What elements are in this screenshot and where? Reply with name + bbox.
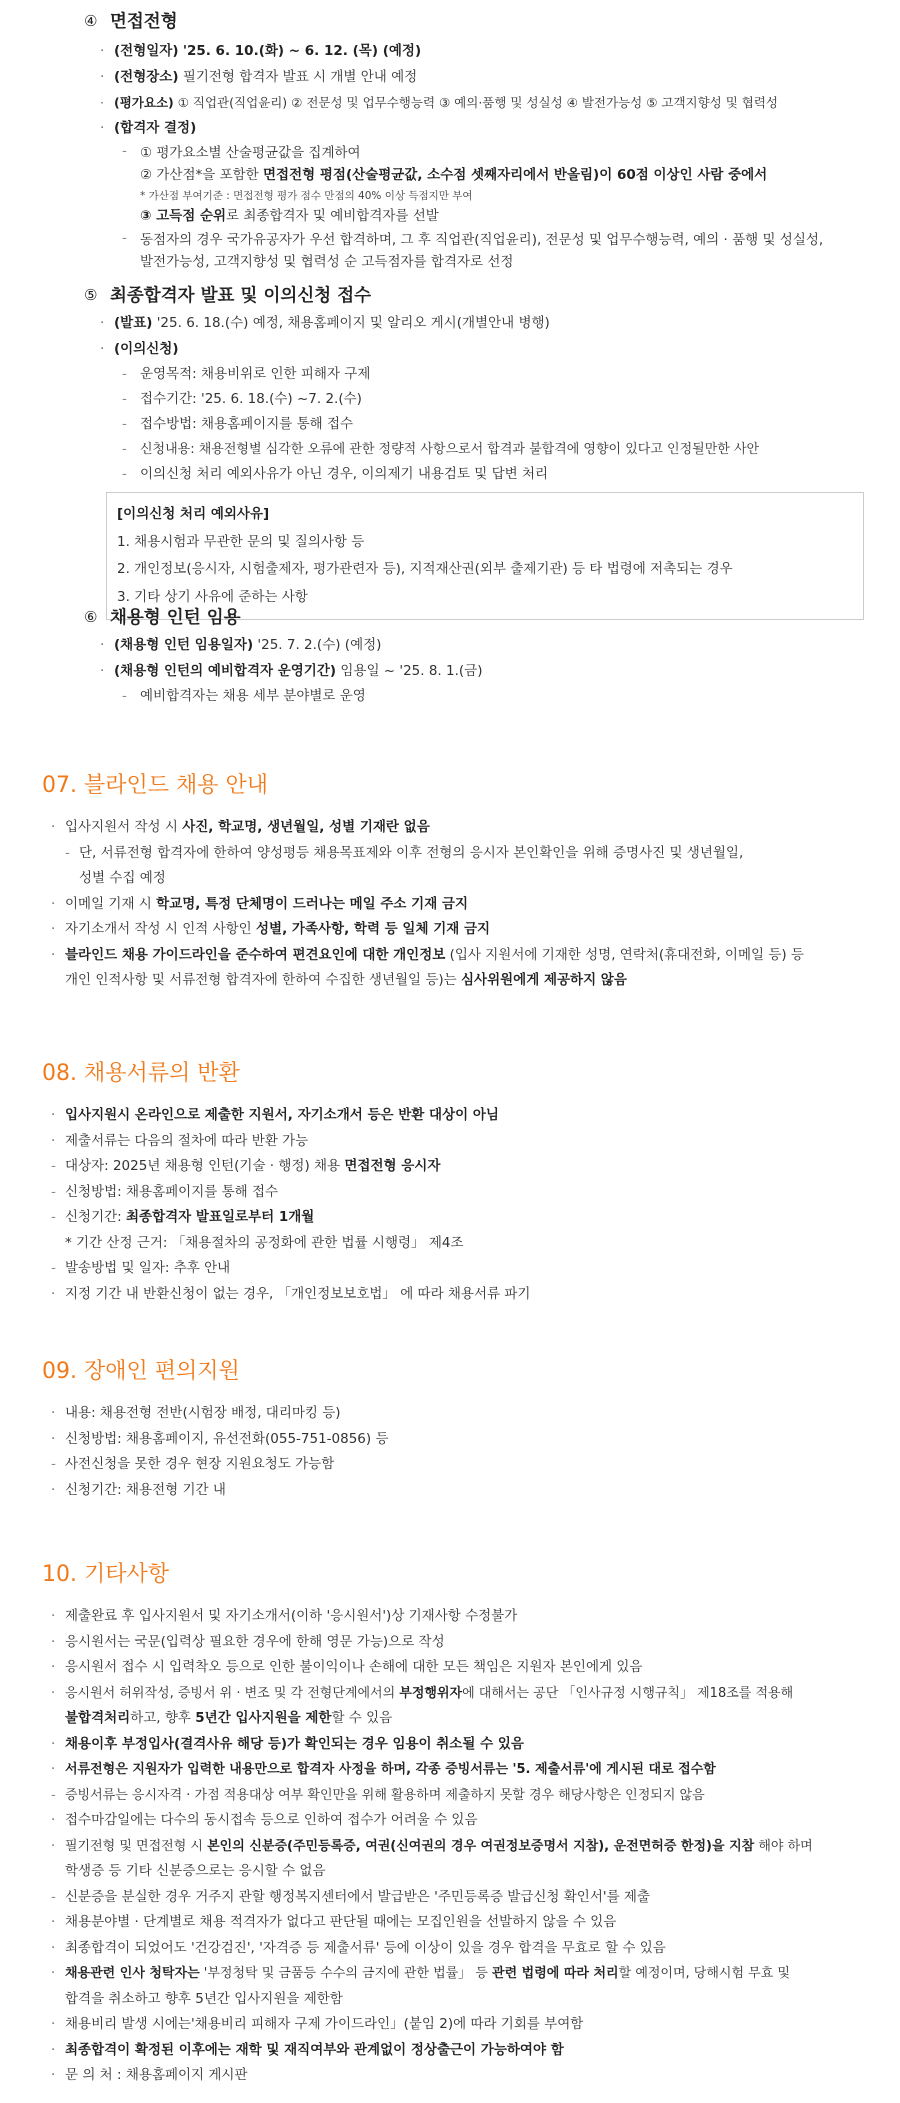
etc-item: · 접수마감일에는 다수의 동시접속 등으로 인하여 접수가 어려울 수 있음: [51, 1808, 870, 1834]
exception-item: 3. 기타 상기 사유에 준하는 사항: [117, 588, 308, 605]
return-item: · 지정 기간 내 반환신청이 없는 경우, 「개인정보보호법」 에 따라 채용서류 파기: [51, 1282, 870, 1308]
etc-item: · 응시원서 허위작성, 증빙서 위 · 변조 및 각 전형단계에서의 부정행위자에 대해서는 공단 「인사규정 시행규칙」 제18조를 적용해: [51, 1681, 870, 1707]
interview-decision-step3: ③ 고득점 순위로 최종합격자 및 예비합격자를 선발: [140, 208, 439, 224]
objection-item: - 신청내용: 채용전형별 심각한 오류에 관한 정량적 사항으로서 합격과 불합격에 영향이 있다고 인정될만한 사안: [122, 437, 870, 462]
disability-item: · 신청기간: 채용전형 기간 내: [51, 1478, 870, 1504]
etc-item-cont: 학생증 등 기타 신분증으로는 응시할 수 없음: [65, 1863, 326, 1879]
interview-elements: · (평가요소) ① 직업관(직업윤리) ② 전문성 및 업무수행능력 ③ 예의·품행 및 성실성 ④ 발전가능성 ⑤ 고객지향성 및 협력성: [100, 90, 870, 116]
etc-section: [42, 1557, 870, 2089]
blind-item: · 입사지원서 작성 시 사진, 학교명, 생년월일, 성별 기재란 없음: [51, 815, 870, 841]
final-title: 최종합격자 발표 및 이의신청 접수: [110, 286, 372, 306]
disability-section: [42, 1354, 870, 1503]
final-num: ⑤: [84, 285, 98, 304]
blind-subitem-cont: 성별 수집 예정: [79, 870, 166, 886]
blind-section: [42, 768, 870, 994]
etc-item: · 최종합격이 확정된 이후에는 재학 및 재직여부와 관계없이 정상출근이 가능하여야 함: [51, 2038, 870, 2064]
interview-tie-rule-cont: 발전가능성, 고객지향성 및 협력성 순 고득점자를 합격자로 선정: [140, 254, 514, 270]
interview-title: 면접전형: [110, 12, 178, 32]
return-subitem-note: * 기간 산정 근거: 「채용절차의 공정화에 관한 법률 시행령」 제4조: [65, 1234, 464, 1251]
etc-subitem: - 신분증을 분실한 경우 거주지 관할 행정복지센터에서 발급받은 '주민등록증 발급신청 확인서'를 제출: [51, 1885, 870, 1911]
blind-item: · 자기소개서 작성 시 인적 사항인 성별, 가족사항, 학력 등 일체 기재 금지: [51, 917, 870, 943]
etc-item: · 문 의 처 : 채용홈페이지 게시판: [51, 2063, 870, 2089]
blind-item: · 블라인드 채용 가이드라인을 준수하여 편견요인에 대한 개인정보 (입사 지원서에 기재한 성명, 연락처(휴대전화, 이메일 등) 등: [51, 943, 870, 969]
etc-item: · 최종합격이 되었어도 '건강검진', '자격증 등 제출서류' 등에 이상이 있을 경우 합격을 무효로 할 수 있음: [51, 1936, 870, 1962]
etc-item: · 응시원서 접수 시 입력착오 등으로 인한 불이익이나 손해에 대한 모든 책임은 지원자 본인에게 있음: [51, 1655, 870, 1681]
etc-item: · 필기전형 및 면접전형 시 본인의 신분증(주민등록증, 여권(신여권의 경우 여권정보증명서 지참), 운전면허증 한정)을 지참 해야 하며: [51, 1834, 870, 1860]
etc-item: · 응시원서는 국문(입력상 필요한 경우에 한해 영문 가능)으로 작성: [51, 1630, 870, 1656]
etc-title: 10. 기타사항: [42, 1562, 169, 1587]
final-objection: · (이의신청): [100, 337, 870, 363]
interview-place: · (전형장소) 필기전형 합격자 발표 시 개별 안내 예정: [100, 65, 870, 91]
intern-reserve: · (채용형 인턴의 예비합격자 운영기간) 임용일 ~ '25. 8. 1.(금): [100, 659, 870, 685]
return-subitem: - 신청방법: 채용홈페이지를 통해 접수: [51, 1180, 870, 1206]
objection-item: - 접수방법: 채용홈페이지를 통해 접수: [122, 412, 870, 437]
etc-item: · 서류전형은 지원자가 입력한 내용만으로 합격자 사정을 하며, 각종 증빙서류는 '5. 제출서류'에 게시된 대로 접수함: [51, 1757, 870, 1783]
return-item: · 제출서류는 다음의 절차에 따라 반환 가능: [51, 1129, 870, 1155]
exception-item: 1. 채용시험과 무관한 문의 및 질의사항 등: [117, 533, 365, 550]
intern-title: 채용형 인턴 임용: [110, 608, 241, 628]
exception-item: 2. 개인정보(응시자, 시험출제자, 평가관련자 등), 지적재산권(외부 출제기관) 등 타 법령에 저촉되는 경우: [117, 561, 733, 577]
intern-date: · (채용형 인턴 임용일자) '25. 7. 2.(수) (예정): [100, 633, 870, 659]
return-subitem: - 대상자: 2025년 채용형 인턴(기술 · 행정) 채용 면접전형 응시자: [51, 1154, 870, 1180]
intern-section: [42, 604, 870, 709]
etc-item: · 채용분야별 · 단계별로 채용 적격자가 없다고 판단될 때에는 모집인원을 선발하지 않을 수 있음: [51, 1910, 870, 1936]
return-subitem: - 신청기간: 최종합격자 발표일로부터 1개월: [51, 1205, 870, 1231]
interview-decision: · (합격자 결정): [100, 116, 870, 142]
intern-num: ⑥: [84, 607, 98, 626]
interview-section: [42, 8, 870, 273]
blind-title: 07. 블라인드 채용 안내: [42, 773, 268, 798]
etc-item: · 채용관련 인사 청탁자는 '부정청탁 및 금품등 수수의 금지에 관한 법률」 등 관련 법령에 따라 처리할 예정이며, 당해시험 무효 및: [51, 1961, 870, 1987]
disability-item: · 신청방법: 채용홈페이지, 유선전화(055-751-0856) 등: [51, 1427, 870, 1453]
intern-reserve-note: - 예비합격자는 채용 세부 분야별로 운영: [122, 684, 870, 709]
interview-num: ④: [84, 11, 98, 30]
interview-decision-step1: - ① 평가요소별 산술평균값을 집계하여: [122, 141, 870, 164]
objection-exception-box: [106, 492, 864, 620]
etc-subitem: - 증빙서류는 응시자격 · 가점 적용대상 여부 확인만을 위해 활용하며 제출하지 못할 경우 해당사항은 인정되지 않음: [51, 1783, 870, 1809]
etc-item: · 채용비리 발생 시에는'채용비리 피해자 구제 가이드라인」(붙임 2)에 따라 기회를 부여함: [51, 2012, 870, 2038]
objection-item: - 접수기간: '25. 6. 18.(수) ~7. 2.(수): [122, 387, 870, 412]
blind-subitem: - 단, 서류전형 합격자에 한하여 양성평등 채용목표제와 이후 전형의 응시자 본인확인을 위해 증명사진 및 생년월일,: [65, 841, 870, 867]
disability-item: · 내용: 채용전형 전반(시험장 배정, 대리마킹 등): [51, 1401, 870, 1427]
return-section: [42, 1056, 870, 1307]
final-announce: · (발표) '25. 6. 18.(수) 예정, 채용홈페이지 및 알리오 게시(개별안내 병행): [100, 311, 870, 337]
objection-item: - 이의신청 처리 예외사유가 아닌 경우, 이의제기 내용검토 및 답변 처리: [122, 462, 870, 487]
interview-tie-rule: - 동점자의 경우 국가유공자가 우선 합격하며, 그 후 직업관(직업윤리), 전문성 및 업무수행능력, 예의 · 품행 및 성실성,: [122, 227, 870, 251]
final-section: [42, 282, 870, 620]
exception-box-title: [이의신청 처리 예외사유]: [117, 506, 270, 522]
etc-item: · 채용이후 부정입사(결격사유 해당 등)가 확인되는 경우 임용이 취소될 수 있음: [51, 1732, 870, 1758]
etc-item-cont: 불합격처리하고, 향후 5년간 입사지원을 제한할 수 있음: [65, 1710, 393, 1726]
return-subitem: - 발송방법 및 일자: 추후 안내: [51, 1256, 870, 1282]
blind-item-cont: 개인 인적사항 및 서류전형 합격자에 한하여 수집한 생년월일 등)는 심사위원에게 제공하지 않음: [65, 972, 627, 988]
disability-subitem: - 사전신청을 못한 경우 현장 지원요청도 가능함: [51, 1452, 870, 1478]
return-title: 08. 채용서류의 반환: [42, 1061, 240, 1086]
blind-item: · 이메일 기재 시 학교명, 특정 단체명이 드러나는 메일 주소 기재 금지: [51, 892, 870, 918]
interview-decision-step2: ② 가산점*을 포함한 면접전형 평점(산술평균값, 소수점 셋째자리에서 반올림)이 60점 이상인 사람 중에서: [140, 167, 768, 183]
objection-item: - 운영목적: 채용비위로 인한 피해자 구제: [122, 362, 870, 387]
etc-item-cont: 합격을 취소하고 향후 5년간 입사지원을 제한함: [65, 1990, 343, 2007]
disability-title: 09. 장애인 편의지원: [42, 1359, 240, 1384]
etc-item: · 제출완료 후 입사지원서 및 자기소개서(이하 '응시원서')상 기재사항 수정불가: [51, 1604, 870, 1630]
interview-date: · (전형일자) '25. 6. 10.(화) ~ 6. 12. (목) (예정): [100, 39, 870, 65]
return-item: · 입사지원시 온라인으로 제출한 지원서, 자기소개서 등은 반환 대상이 아님: [51, 1103, 870, 1129]
interview-decision-note: * 가산점 부여기준 : 면접전형 평가 점수 만점의 40% 이상 득점지만 부여: [140, 190, 473, 202]
